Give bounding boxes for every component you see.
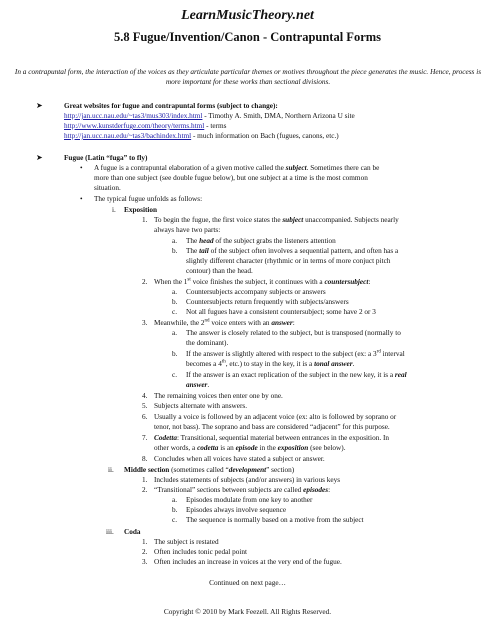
term-tonal-answer: tonal answer bbox=[314, 360, 353, 368]
fugue-bullet-1 bbox=[94, 163, 379, 173]
fugue-heading: Fugue (Latin “fuga” to fly) bbox=[64, 154, 148, 162]
link-kunstderfuge[interactable]: http://www.kunstderfuge.com/theory/terms.html bbox=[64, 122, 205, 130]
text: unaccompanied. Subjects nearly bbox=[303, 216, 399, 224]
list-letter: b. bbox=[172, 506, 178, 514]
list-letter: b. bbox=[172, 298, 178, 306]
answer-item-c bbox=[186, 370, 407, 380]
term-subject: subject bbox=[282, 216, 304, 224]
middle-label: Middle section bbox=[124, 466, 170, 474]
copyright-footer: Copyright © 2010 by Mark Feezell. All Rights Reserved. bbox=[163, 607, 332, 616]
list-number: 4. bbox=[142, 392, 148, 400]
text: : bbox=[368, 278, 371, 286]
exposition-item-5: Subjects alternate with answers. bbox=[154, 402, 248, 410]
text: If the answer is slightly altered with respect to the subject (ex: a 3 bbox=[186, 350, 377, 358]
text: Meanwhile, the 2 bbox=[154, 319, 205, 327]
answer-item-c-line2 bbox=[186, 380, 209, 390]
term-subject: subject bbox=[285, 164, 307, 172]
exposition-item-6-line2: tenor, not bass). The soprano and bass are considered “adjacent” for this purpose. bbox=[154, 423, 390, 431]
text: The bbox=[186, 237, 200, 245]
dot-bullet-icon: • bbox=[80, 195, 83, 203]
text: voice enters with an bbox=[209, 319, 272, 327]
exposition-label: Exposition bbox=[124, 206, 158, 214]
episode-item-c: The sequence is normally based on a motive from the subject bbox=[186, 516, 364, 524]
answer-item-a-line2: the dominant). bbox=[186, 339, 229, 347]
superscript: st bbox=[187, 277, 191, 283]
coda-label: Coda bbox=[124, 528, 141, 536]
term-episode: episode bbox=[235, 444, 258, 452]
term-episodes: episodes bbox=[303, 486, 329, 494]
text: If the answer is an exact replication of the subject in the new key, it is a bbox=[186, 371, 395, 379]
term-development: development bbox=[228, 466, 267, 474]
term-codetta: Codetta bbox=[154, 434, 177, 442]
fugue-bullet-1-line3: situation. bbox=[94, 184, 121, 192]
answer-item-b-line2 bbox=[186, 359, 354, 369]
list-letter: b. bbox=[172, 247, 178, 255]
fugue-bullet-2: The typical fugue unfolds as follows: bbox=[94, 195, 203, 203]
text: voice finishes the subject, it continues with a bbox=[190, 278, 325, 286]
term-tail: tail bbox=[199, 247, 209, 255]
episode-item-a: Episodes modulate from one key to another bbox=[186, 496, 313, 504]
term-head: head bbox=[199, 237, 214, 245]
link-nau-index[interactable]: http://jan.ucc.nau.edu/~tas3/mus303/index.html bbox=[64, 112, 203, 120]
exposition-item-2 bbox=[154, 277, 370, 287]
list-number: 6. bbox=[142, 413, 148, 421]
text: : bbox=[292, 319, 295, 327]
link-desc: - Timothy A. Smith, DMA, Northern Arizona U site bbox=[202, 112, 355, 120]
subject-tail-line3: contour) than the head. bbox=[186, 267, 253, 275]
text: “Transitional” sections between subjects are called bbox=[154, 486, 304, 494]
list-letter: a. bbox=[172, 329, 178, 337]
text: When the 1 bbox=[154, 278, 188, 286]
text: in the bbox=[257, 444, 278, 452]
site-title: LearnMusicTheory.net bbox=[181, 8, 314, 23]
list-letter: c. bbox=[172, 516, 178, 524]
exposition-item-4: The remaining voices then enter one by one. bbox=[154, 392, 283, 400]
list-letter: c. bbox=[172, 371, 178, 379]
dot-bullet-icon: • bbox=[80, 164, 83, 172]
text: . Sometimes there can be bbox=[306, 164, 380, 172]
exposition-item-1-line2: always have two parts: bbox=[154, 226, 221, 234]
text: : bbox=[328, 486, 331, 494]
countersubject-item-b: Countersubjects return frequently with subjects/answers bbox=[186, 298, 349, 306]
list-number: 2. bbox=[142, 548, 148, 556]
link-desc: - terms bbox=[204, 122, 227, 130]
middle-section-label bbox=[124, 465, 294, 475]
arrow-bullet-icon: ➤ bbox=[36, 153, 43, 162]
list-letter: a. bbox=[172, 288, 178, 296]
text: other words, a bbox=[154, 444, 198, 452]
list-letter: a. bbox=[172, 496, 178, 504]
coda-item-2: Often includes tonic pedal point bbox=[154, 548, 248, 556]
list-number: 8. bbox=[142, 455, 148, 463]
exposition-item-3 bbox=[154, 318, 295, 328]
text: The bbox=[186, 247, 200, 255]
numeral-ii: ii. bbox=[108, 466, 114, 474]
exposition-item-7 bbox=[154, 433, 389, 443]
term-exposition: exposition bbox=[277, 444, 309, 452]
text: . bbox=[352, 360, 355, 368]
term-countersubject: countersubject bbox=[324, 278, 369, 286]
term-answer: answer bbox=[271, 319, 293, 327]
episode-item-b: Episodes always involve sequence bbox=[186, 506, 287, 514]
text: interval bbox=[380, 350, 405, 358]
subject-tail-line2: slightly different character (rhythmic or in terms of more conjuct pitch bbox=[186, 257, 391, 265]
text: is an bbox=[218, 444, 236, 452]
subject-tail-item bbox=[186, 246, 398, 256]
countersubject-item-a: Countersubjects accompany subjects or answers bbox=[186, 288, 326, 296]
text: , etc.) to stay in the key, it is a bbox=[225, 360, 315, 368]
list-number: 3. bbox=[142, 558, 148, 566]
link-desc: - much information on Bach (fugues, canons, etc.) bbox=[191, 132, 339, 140]
middle-item-1: Includes statements of subjects (and/or answers) in various keys bbox=[154, 476, 341, 484]
exposition-item-1 bbox=[154, 215, 399, 225]
term-codetta: codetta bbox=[197, 444, 219, 452]
list-number: 1. bbox=[142, 538, 148, 546]
middle-item-2 bbox=[154, 485, 330, 495]
websites-heading: Great websites for fugue and contrapuntal forms (subject to change): bbox=[64, 102, 278, 110]
answer-item-a: The answer is closely related to the subject, but is transposed (normally to bbox=[186, 329, 401, 337]
text: of the subject often involves a sequential pattern, and often has a bbox=[208, 247, 399, 255]
text: (see below). bbox=[308, 444, 346, 452]
list-number: 2. bbox=[142, 486, 148, 494]
list-number: 2. bbox=[142, 278, 148, 286]
answer-item-b bbox=[186, 349, 405, 359]
exposition-item-7-line2 bbox=[154, 443, 346, 453]
text: of the subject grabs the listeners attention bbox=[213, 237, 336, 245]
list-number: 1. bbox=[142, 476, 148, 484]
link-row-2 bbox=[64, 121, 226, 131]
numeral-i: i. bbox=[112, 206, 116, 214]
superscript: nd bbox=[204, 318, 210, 324]
subject-head-item bbox=[186, 236, 336, 246]
exposition-item-8: Concludes when all voices have stated a subject or answer. bbox=[154, 455, 325, 463]
coda-item-3: Often includes an increase in voices at the very end of the fugue. bbox=[154, 558, 342, 566]
term-real: real bbox=[394, 371, 407, 379]
text: ” section) bbox=[266, 466, 295, 474]
fugue-bullet-1-line2: more than one subject (see double fugue below), but one subject at a time is the most common bbox=[94, 174, 368, 182]
term-answer: answer bbox=[186, 381, 208, 389]
intro-paragraph: In a contrapuntal form, the interaction of the voices as they articulate particular themes or motives throughout the piece generates the music. Hence, process is more important for these works than sectional divisions. bbox=[14, 67, 482, 86]
page-title: 5.8 Fugue/Invention/Canon - Contrapuntal Forms bbox=[113, 30, 382, 44]
list-letter: c. bbox=[172, 308, 178, 316]
list-number: 7. bbox=[142, 434, 148, 442]
text: becomes a 4 bbox=[186, 360, 222, 368]
link-bach-index[interactable]: http://jan.ucc.nau.edu/~tas3/bachindex.html bbox=[64, 132, 192, 140]
coda-item-1: The subject is restated bbox=[154, 538, 219, 546]
text: . bbox=[207, 381, 210, 389]
list-letter: b. bbox=[172, 350, 178, 358]
list-number: 5. bbox=[142, 402, 148, 410]
list-letter: a. bbox=[172, 237, 178, 245]
continued-note: Continued on next page… bbox=[209, 578, 286, 587]
link-row-1 bbox=[64, 111, 355, 121]
text: To begin the fugue, the first voice states the bbox=[154, 216, 283, 224]
list-number: 1. bbox=[142, 216, 148, 224]
text: : Transitional, sequential material between entrances in the exposition. In bbox=[176, 434, 389, 442]
text: A fugue is a contrapuntal elaboration of a given motive called the bbox=[94, 164, 286, 172]
list-number: 3. bbox=[142, 319, 148, 327]
superscript: th bbox=[221, 359, 226, 365]
text: (sometimes called “ bbox=[169, 466, 229, 474]
exposition-item-6: Usually a voice is followed by an adjacent voice (ex: alto is followed by soprano or bbox=[154, 413, 397, 421]
superscript: rd bbox=[376, 349, 381, 355]
arrow-bullet-icon: ➤ bbox=[36, 101, 43, 110]
countersubject-item-c: Not all fugues have a consistent countersubject; some have 2 or 3 bbox=[186, 308, 376, 316]
numeral-iii: iii. bbox=[106, 528, 114, 536]
link-row-3 bbox=[64, 131, 339, 141]
